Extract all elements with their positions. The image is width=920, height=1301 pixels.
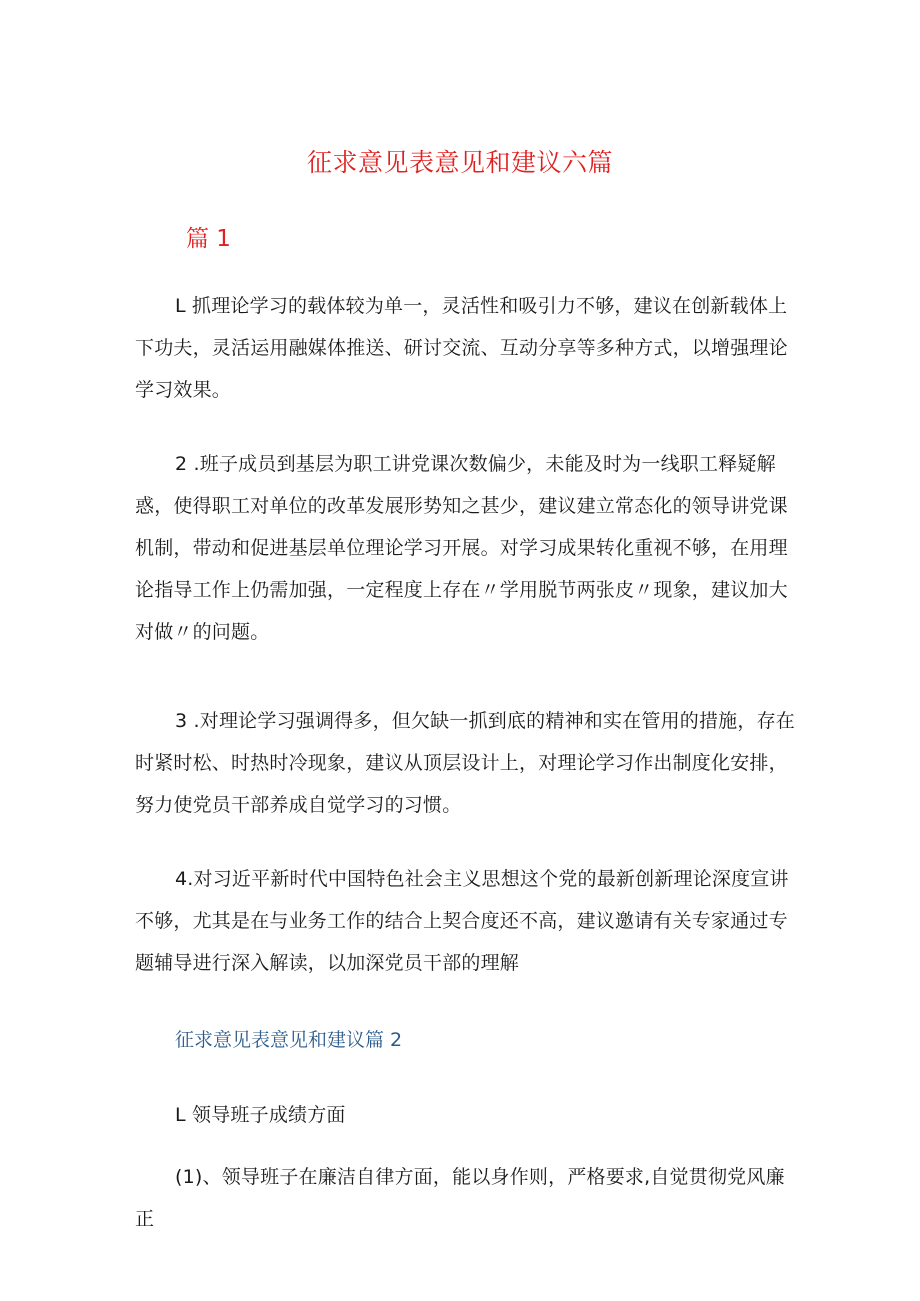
paragraph-5: L 领导班子成绩方面 [175,1104,346,1126]
section-heading-1: 篇 1 [186,226,231,252]
paragraph-1: L 抓理论学习的载体较为单一，灵活性和吸引力不够，建议在创新载体上下功夫，灵活运用融媒体推送、研讨交流、互动分享等多种方式，以增强理论学习效果。 [135,295,788,401]
paragraph-3: 3 .对理论学习强调得多，但欠缺一抓到底的精神和实在管用的措施，存在时紧时松、时热时冷现象，建议从顶层设计上，对理论学习作出制度化安排，努力使党员干部养成自觉学习的习惯。 [135,710,795,816]
document-title: 征求意见表意见和建议六篇 [306,148,613,177]
paragraph-4: 4.对习近平新时代中国特色社会主义思想这个党的最新创新理论深度宣讲不够，尤其是在与业务工作的结合上契合度还不高，建议邀请有关专家通过专题辅导进行深入解读，以加深党员干部的理解 [135,868,789,974]
paragraph-2: 2 .班子成员到基层为职工讲党课次数偏少，未能及时为一线职工释疑解惑，使得职工对单位的改革发展形势知之甚少，建议建立常态化的领导讲党课机制，带动和促进基层单位理论学习开展。对学习成果转化重视不够，在用理论指导工作上仍需加强，一定程度上存在〃学用脱节两张皮〃现象，建议加大对做〃的问题。 [135,453,788,643]
section-heading-2: 征求意见表意见和建议篇 2 [175,1029,403,1051]
paragraph-6: (1)、领导班子在廉洁自律方面，能以身作则，严格要求,自觉贯彻党风廉正 [135,1166,785,1230]
